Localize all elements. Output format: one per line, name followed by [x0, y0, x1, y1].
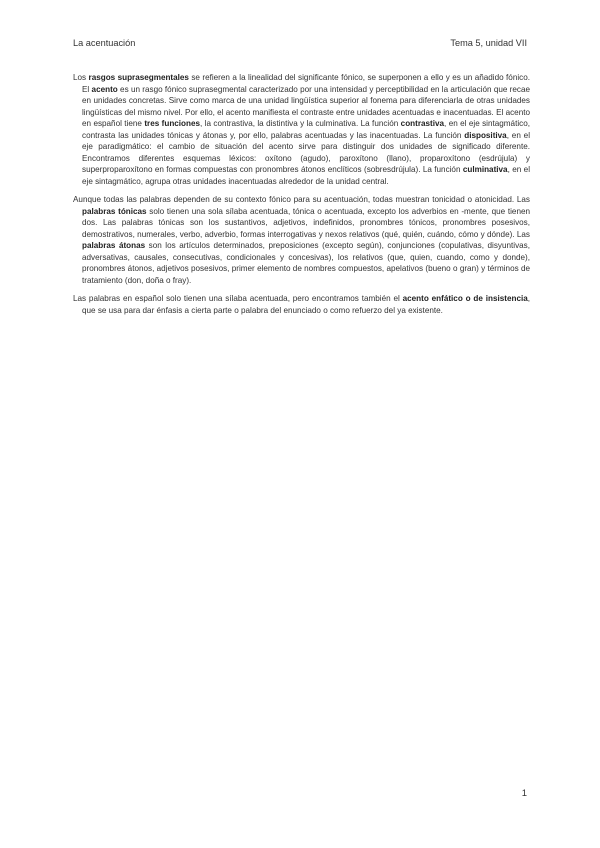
text-run: , la contrastiva, la distintiva y la culminativa. La función — [200, 119, 401, 128]
text-run: solo tienen una sola sílaba acentuada, tónica o acentuada, excepto los adverbios en -mente, que tienen dos. Las palabras tónicas son los sustantivos, adjetivos, indefinidos, pronombres tónicos, pronombres posesivos, demostrativos, numerales, verbo, adverbio, formas interrogativas y nexos relativos (qué, quién, cuándo, cómo y dónde). Las — [82, 206, 530, 239]
document-body — [73, 72, 530, 323]
bold-term: palabras átonas — [82, 241, 146, 250]
text-run: son los artículos determinados, preposiciones (excepto según), conjunciones (copulativas, disyuntivas, adversativas, causales, consecutivas, condicionales y concesivas), los relativos (que, quien, cuando, como y donde), pronombres átonos, adjetivos posesivos, primer elemento de nombres compuestos, apelativos (bueno o gran) y términos de tratamiento (don, doña o fray). — [82, 241, 530, 285]
bold-term: contrastiva — [400, 119, 445, 128]
text-run: Los — [73, 73, 89, 82]
paragraph — [73, 194, 530, 286]
bold-term: culminativa — [462, 165, 508, 174]
page-number: 1 — [521, 788, 527, 799]
header-unit: Tema 5, unidad VII — [450, 38, 527, 48]
text-run: se refieren a la linealidad del significante fónico, se superponen a ello y es un añadido fónico. El — [82, 73, 530, 94]
paragraph — [73, 72, 530, 187]
bold-term: tres funciones — [144, 119, 201, 128]
text-run: es un rasgo fónico suprasegmental caracterizado por una intensidad y perceptibilidad en la articulación que recae en unidades concretas. Sirve como marca de una unidad lingüística superior al fonema para diferenciarla de otras unidades lingüísticas del mismo nivel. Por ello, el acento manifiesta el contraste entre unidades acentuadas e inacentuadas. El acento en español tiene — [82, 84, 531, 128]
text-run: , que se usa para dar énfasis a cierta parte o palabra del enunciado o como refuerzo del ya existente. — [82, 294, 531, 315]
bold-term: acento — [91, 84, 118, 94]
bold-term: acento enfático o de insistencia — [402, 294, 528, 303]
text-run: , en el eje paradigmático: el cambio de situación del acento sirve para distinguir dos unidades de significado diferente. Encontramos diferentes esquemas léxicos: oxítono (agudo), paroxítono (llano), proparoxítono (esdrújula) y superproparoxítono en formas compuestas con pronombres átonos enclíticos (sobresdrújula). La función — [82, 130, 530, 174]
bold-term: dispositiva — [464, 130, 507, 140]
bold-term: palabras tónicas — [82, 206, 147, 216]
header-title: La acentuación — [73, 38, 136, 48]
bold-term: rasgos suprasegmentales — [88, 73, 189, 82]
text-run: Aunque todas las palabras dependen de su contexto fónico para su acentuación, todas muestran tonicidad o atonicidad. Las — [73, 195, 530, 204]
text-run: , en el eje sintagmático, agrupa otras unidades inacentuadas alrededor de la unidad central. — [82, 165, 530, 186]
paragraph — [73, 293, 530, 316]
text-run: Las palabras en español solo tienen una sílaba acentuada, pero encontramos también el — [73, 294, 403, 303]
page-header — [73, 38, 527, 52]
text-run: , en el eje sintagmático, contrasta las unidades tónicas y átonas y, por ello, palabras acentuadas y las inacentuadas. La función — [82, 119, 530, 140]
